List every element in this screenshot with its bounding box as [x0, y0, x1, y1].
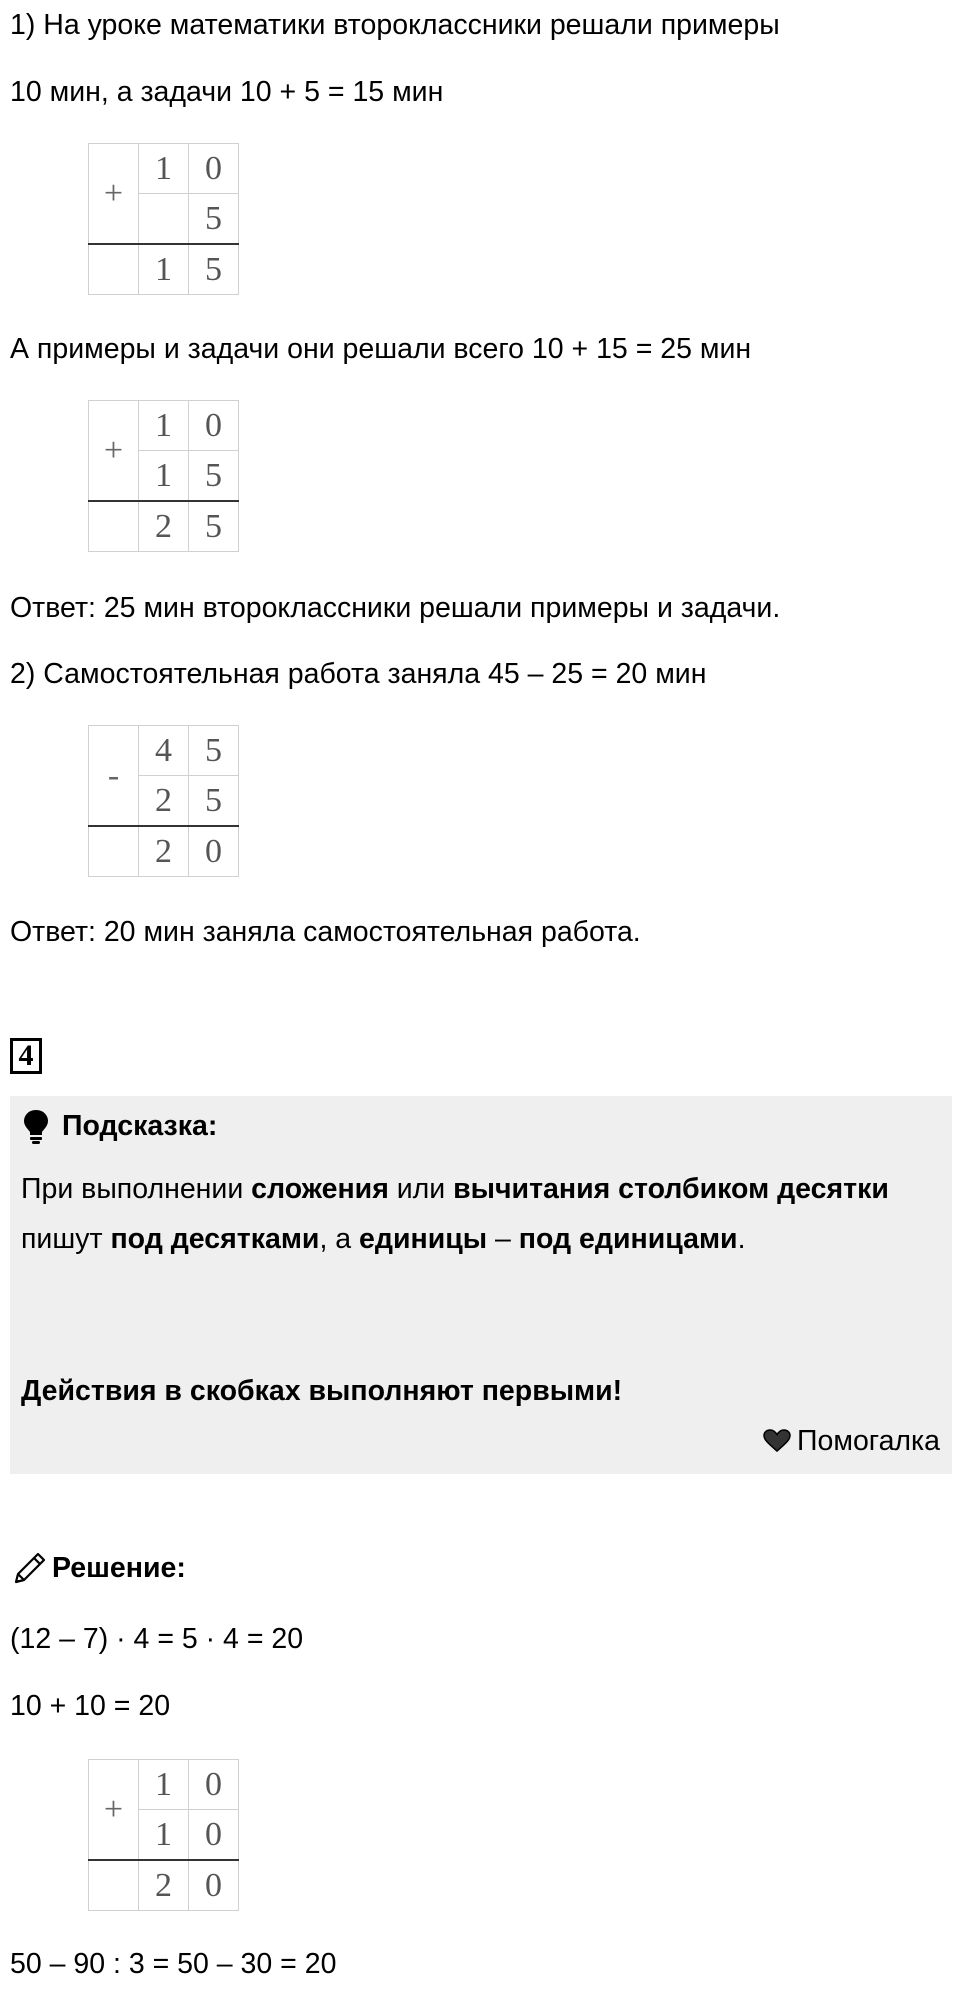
hint-source — [763, 1416, 940, 1466]
lightbulb-icon — [22, 1108, 50, 1144]
result-digit-cell: 0 — [189, 826, 239, 877]
digit-cell: 5 — [189, 726, 239, 776]
operator-sign: + — [89, 144, 139, 245]
digit-cell: 4 — [139, 726, 189, 776]
column-addition-table — [88, 400, 239, 552]
hint-text-part: – — [487, 1223, 519, 1255]
text-line: 1) На уроке математики второклассники решали примеры — [10, 9, 780, 41]
result-digit-cell: 5 — [189, 501, 239, 552]
hint-title — [22, 1108, 217, 1144]
digit-cell: 1 — [139, 401, 189, 451]
hint-title-text: Подсказка: — [62, 1110, 218, 1142]
hint-bold-part: под десятками — [110, 1223, 320, 1255]
result-digit-cell: 2 — [139, 826, 189, 877]
result-digit-cell: 5 — [189, 244, 239, 295]
hint-text-part: , а — [319, 1223, 360, 1255]
task-number: 4 — [10, 1038, 42, 1074]
equation-line: 10 + 10 = 20 — [10, 1690, 171, 1722]
hint-bold-part: под единицами — [518, 1223, 738, 1255]
solution-title-text: Решение: — [52, 1552, 186, 1584]
operator-sign: - — [89, 726, 139, 827]
hint-box — [10, 1096, 952, 1474]
digit-cell: 1 — [139, 144, 189, 194]
pencil-icon — [10, 1548, 50, 1588]
result-digit-cell: 2 — [139, 501, 189, 552]
solution-title — [10, 1548, 186, 1588]
empty-cell — [89, 501, 139, 552]
digit-cell: 5 — [189, 451, 239, 502]
hint-text-part: При выполнении — [21, 1173, 252, 1205]
hint-bold-part: вычитания столбиком десятки — [453, 1173, 889, 1205]
digit-cell: 2 — [139, 776, 189, 827]
column-subtraction-table — [88, 725, 239, 877]
hint-text-part: . — [737, 1223, 746, 1255]
digit-cell: 1 — [139, 451, 189, 502]
hint-bold-part: единицы — [359, 1223, 488, 1255]
answer-line: Ответ: 20 мин заняла самостоятельная работа. — [10, 916, 641, 948]
digit-cell: 1 — [139, 1760, 189, 1810]
answer-line: Ответ: 25 мин второклассники решали примеры и задачи. — [10, 592, 781, 624]
empty-cell — [89, 826, 139, 877]
equation-line: (12 – 7) · 4 = 5 · 4 = 20 — [10, 1623, 304, 1655]
hint-text — [21, 1164, 936, 1264]
digit-cell: 0 — [189, 144, 239, 194]
digit-cell: 0 — [189, 1810, 239, 1861]
column-addition-table — [88, 1759, 239, 1911]
digit-cell: 0 — [189, 1760, 239, 1810]
text-line: 10 мин, а задачи 10 + 5 = 15 мин — [10, 76, 444, 108]
text-line: А примеры и задачи они решали всего 10 + 15 = 25 мин — [10, 333, 752, 365]
column-addition-table — [88, 143, 239, 295]
hint-source-label[interactable]: Помогалка — [797, 1425, 940, 1457]
digit-cell: 1 — [139, 1810, 189, 1861]
operator-sign: + — [89, 401, 139, 502]
result-digit-cell: 0 — [189, 1860, 239, 1911]
hint-text-part: или — [388, 1173, 454, 1205]
empty-cell — [89, 1860, 139, 1911]
text-line: 2) Самостоятельная работа заняла 45 – 25 = 20 мин — [10, 658, 707, 690]
equation-line: 50 – 90 : 3 = 50 – 30 = 20 — [10, 1948, 337, 1980]
digit-cell: 0 — [189, 401, 239, 451]
digit-cell: 5 — [189, 776, 239, 827]
digit-cell — [139, 194, 189, 245]
hint-bold-part: сложения — [251, 1173, 389, 1205]
empty-cell — [89, 244, 139, 295]
hint-text-part: пишут — [21, 1223, 111, 1255]
result-digit-cell: 1 — [139, 244, 189, 295]
result-digit-cell: 2 — [139, 1860, 189, 1911]
digit-cell: 5 — [189, 194, 239, 245]
operator-sign: + — [89, 1760, 139, 1861]
heart-icon — [763, 1419, 791, 1443]
hint-rule: Действия в скобках выполняют первыми! — [21, 1375, 623, 1407]
